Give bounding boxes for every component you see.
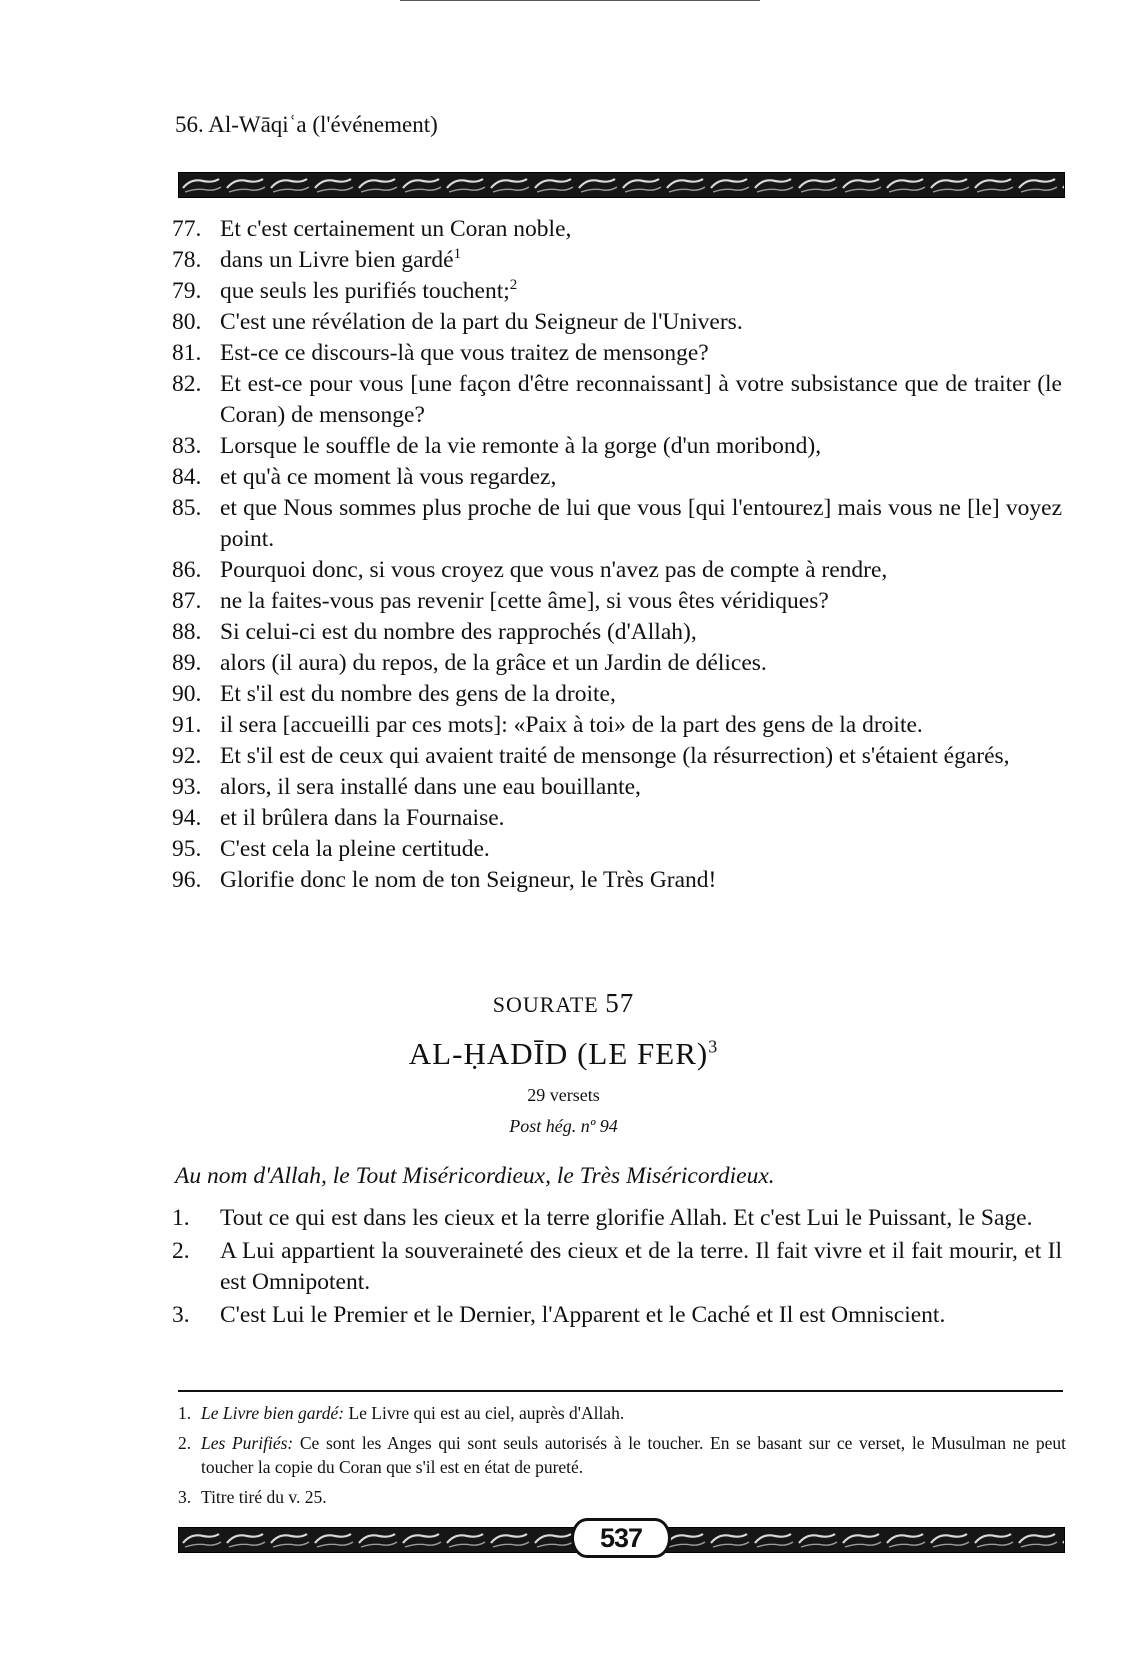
verse-text: A Lui appartient la souveraineté des cieux et de la terre. Il fait vivre et il fait mourir, et Il est Omnipotent. — [220, 1238, 1062, 1295]
verse-item — [172, 1236, 1062, 1298]
footnote-term: Les Purifiés: — [201, 1433, 294, 1453]
verse-text: et il brûlera dans la Fournaise. — [220, 805, 505, 831]
surah-heading — [0, 988, 1127, 1019]
verse-number: 92. — [172, 743, 202, 769]
verse-number: 78. — [172, 247, 202, 273]
verse-text: alors (il aura) du repos, de la grâce et un Jardin de délices. — [220, 650, 767, 676]
verse-number: 83. — [172, 433, 202, 459]
verse-item — [172, 648, 1062, 679]
verse-text: dans un Livre bien gardé — [220, 247, 454, 273]
verse-number: 82. — [172, 371, 202, 397]
footnote-text: Le Livre qui est au ciel, auprès d'Allah. — [344, 1403, 625, 1423]
running-header: 56. Al-Wāqiʿa (l'événement) — [175, 112, 438, 137]
verse-item — [172, 1300, 1062, 1331]
verse-number: 84. — [172, 464, 202, 490]
verse-text: Est-ce ce discours-là que vous traitez de mensonge? — [220, 340, 709, 366]
verse-item — [172, 1203, 1062, 1234]
verse-item — [172, 710, 1062, 741]
footnote-number: 3. — [178, 1487, 192, 1507]
verse-item — [172, 679, 1062, 710]
verse-count: 29 versets — [527, 1085, 600, 1105]
verse-number: 2. — [172, 1238, 190, 1264]
footnote-item — [178, 1401, 1066, 1425]
verse-number: 90. — [172, 681, 202, 707]
footnote-ref: 1 — [453, 246, 462, 263]
verse-item — [172, 369, 1062, 431]
verse-item — [172, 214, 1062, 245]
footnote-text: Titre tiré du v. 25. — [201, 1487, 327, 1507]
verse-text: Et s'il est du nombre des gens de la droite, — [220, 681, 616, 707]
verse-number: 94. — [172, 805, 202, 831]
verse-item — [172, 834, 1062, 865]
footnote-item — [178, 1431, 1066, 1479]
top-ornamental-band — [178, 172, 1065, 198]
verse-text: C'est une révélation de la part du Seigneur de l'Univers. — [220, 309, 743, 335]
verse-text: C'est cela la pleine certitude. — [220, 836, 490, 862]
ornament-pattern-icon — [179, 173, 1064, 197]
verse-number: 3. — [172, 1302, 190, 1328]
verse-number: 89. — [172, 650, 202, 676]
verse-item — [172, 493, 1062, 555]
verse-number: 77. — [172, 216, 202, 242]
verse-number: 81. — [172, 340, 202, 366]
surah-title — [0, 1036, 1127, 1072]
verse-item — [172, 307, 1062, 338]
verse-text: C'est Lui le Premier et le Dernier, l'Apparent et le Caché et Il est Omniscient. — [220, 1302, 946, 1328]
verse-number: 87. — [172, 588, 202, 614]
footnote-term: Le Livre bien gardé: — [201, 1403, 345, 1423]
verse-item — [172, 617, 1062, 648]
top-edge-line — [400, 0, 760, 1]
verse-item — [172, 772, 1062, 803]
verse-text: ne la faites-vous pas revenir [cette âme], si vous êtes véridiques? — [220, 588, 829, 614]
footnote-item — [178, 1485, 1066, 1509]
verse-number: 88. — [172, 619, 202, 645]
page-number: 537 — [571, 1518, 671, 1558]
footnote-ref: 2 — [509, 277, 518, 294]
verse-number: 85. — [172, 495, 202, 521]
verse-text: Glorifie donc le nom de ton Seigneur, le Très Grand! — [220, 867, 717, 893]
verse-text: Pourquoi donc, si vous croyez que vous n'avez pas de compte à rendre, — [220, 557, 888, 583]
verse-item — [172, 276, 1062, 307]
verse-text: que seuls les purifiés touchent; — [220, 278, 510, 304]
verse-number: 86. — [172, 557, 202, 583]
verse-list-surah-56 — [172, 214, 1062, 896]
verse-item — [172, 741, 1062, 772]
verse-item — [172, 586, 1062, 617]
verse-text: alors, il sera installé dans une eau bouillante, — [220, 774, 641, 800]
verse-item — [172, 865, 1062, 896]
verse-number: 95. — [172, 836, 202, 862]
surah-title-text: AL-ḤADĪD (LE FER) — [408, 1036, 709, 1071]
basmala: Au nom d'Allah, le Tout Miséricordieux, le Très Miséricordieux. — [175, 1163, 775, 1189]
verse-text: Si celui-ci est du nombre des rapprochés (d'Allah), — [220, 619, 697, 645]
verse-text: et que Nous sommes plus proche de lui que vous [qui l'entourez] mais vous ne [le] voyez point. — [220, 495, 1062, 552]
verse-number: 91. — [172, 712, 202, 738]
verse-text: Et est-ce pour vous [une façon d'être reconnaissant] à votre subsistance que de traiter (le Coran) de mensonge? — [220, 371, 1062, 428]
verse-text: Et c'est certainement un Coran noble, — [220, 216, 572, 242]
verse-list-surah-57 — [172, 1203, 1062, 1333]
footnote-divider — [178, 1390, 1063, 1392]
verse-number: 79. — [172, 278, 202, 304]
verse-text: et qu'à ce moment là vous regardez, — [220, 464, 557, 490]
verse-number: 1. — [172, 1205, 190, 1231]
verse-item — [172, 803, 1062, 834]
verse-item — [172, 338, 1062, 369]
verse-text: Lorsque le souffle de la vie remonte à la gorge (d'un moribond), — [220, 433, 822, 459]
surah-number: 57 — [605, 988, 635, 1018]
verse-number: 93. — [172, 774, 202, 800]
verse-item — [172, 462, 1062, 493]
surah-label: SOURATE — [492, 992, 599, 1017]
revelation-note: Post hég. nº 94 — [509, 1116, 618, 1136]
footnote-number: 2. — [178, 1433, 192, 1453]
verse-number: 80. — [172, 309, 202, 335]
verse-text: Et s'il est de ceux qui avaient traité de mensonge (la résurrection) et s'étaient égarés, — [220, 743, 1010, 769]
verse-text: il sera [accueilli par ces mots]: «Paix à toi» de la part des gens de la droite. — [220, 712, 923, 738]
verse-number: 96. — [172, 867, 202, 893]
footnote-text: Ce sont les Anges qui sont seuls autorisés à le toucher. En se basant sur ce verset, le Musulman ne peut toucher la copie du Coran que s'il est en état de pureté. — [201, 1433, 1066, 1477]
verse-text: Tout ce qui est dans les cieux et la terre glorifie Allah. Et c'est Lui le Puissant, le Sage. — [220, 1205, 1033, 1231]
surah-title-footnote-ref: 3 — [708, 1036, 719, 1057]
verse-item — [172, 555, 1062, 586]
verse-item — [172, 245, 1062, 276]
footnotes — [178, 1401, 1066, 1515]
footnote-number: 1. — [178, 1403, 192, 1423]
verse-item — [172, 431, 1062, 462]
